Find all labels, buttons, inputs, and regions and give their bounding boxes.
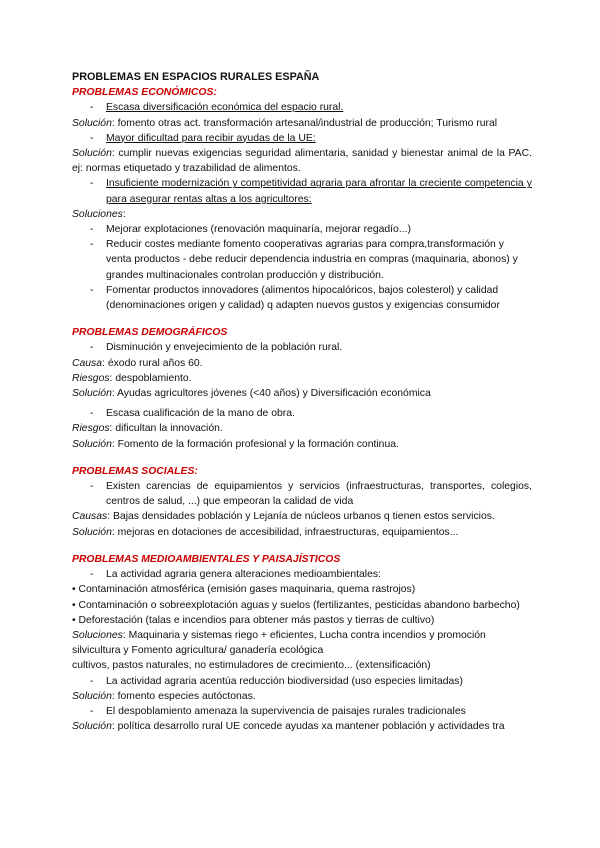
heading-medioambientales: PROBLEMAS MEDIOAMBIENTALES Y PAISAJÍSTICOS xyxy=(72,553,341,565)
list-item: - Mejorar explotaciones (renovación maquinaría, mejorar regadío...) xyxy=(72,222,532,237)
solution-line: Solución: fomento otras act. transformación artesanal/industrial de producción; Turismo rural xyxy=(72,117,498,129)
solution-line: Soluciones: Maquinaria y sistemas riego + eficientes, Lucha contra incendios y promoción silvicultura y Fomento agricultura/ ganadería ecológica xyxy=(72,629,486,657)
problem-item: - El despoblamiento amenaza la supervivencia de paisajes rurales tradicionales xyxy=(72,704,532,719)
document-page xyxy=(72,70,532,734)
solution-continuation: cultivos, pastos naturales, no estimuladores de crecimiento... (extensificación) xyxy=(72,660,431,672)
risk-line: Riesgos: despoblamiento. xyxy=(72,372,192,384)
risk-line: Riesgos: dificultan la innovación. xyxy=(72,423,223,435)
problem-item: - Disminución y envejecimiento de la población rural. xyxy=(72,340,532,355)
problem-item: - La actividad agraria acentúa reducción biodiversidad (uso especies limitadas) xyxy=(72,674,532,689)
bullet-item: • Contaminación atmosférica (emisión gases maquinaria, quema rastrojos) xyxy=(72,584,416,596)
problem-item: - Escasa cualificación de la mano de obra. xyxy=(72,406,532,421)
solution-line: Solución: Ayudas agricultores jóvenes (<40 años) y Diversificación económica xyxy=(72,388,431,400)
problem-item: - Insuficiente modernización y competitividad agraria para afrontar la creciente competencia y para asegurar rentas altas a los agricultores: xyxy=(72,176,532,206)
solution-line: Solución: mejoras en dotaciones de accesibilidad, infraestructuras, equipamientos... xyxy=(72,526,459,538)
solution-line: Soluciones: xyxy=(72,208,126,220)
solution-line: Solución: Fomento de la formación profesional y la formación continua. xyxy=(72,438,399,450)
list-item: - Reducir costes mediante fomento cooperativas agrarias para compra,transformación y venta productos - debe reducir dependencia industria en compras (maquinaria, abonos) y grandes multinacionales controlan producción y distribución. xyxy=(72,237,532,283)
solution-line: Solución: política desarrollo rural UE concede ayudas xa mantener población y actividades tra xyxy=(72,721,505,733)
problem-item: - Escasa diversificación económica del espacio rural. xyxy=(72,100,532,115)
heading-demograficos: PROBLEMAS DEMOGRÁFICOS xyxy=(72,327,228,339)
list-item: - Fomentar productos innovadores (alimentos hipocalóricos, bajos colesterol) y calidad (denominaciones origen y calidad) q adapten nuevos gustos y exigencias consumidor xyxy=(72,283,532,313)
cause-line: Causa: éxodo rural años 60. xyxy=(72,357,203,369)
document-title: PROBLEMAS EN ESPACIOS RURALES ESPAÑA xyxy=(72,71,320,83)
problem-item: - Existen carencias de equipamientos y servicios (infraestructuras, transportes, colegios, centros de salud, ...) que empeoran la calidad de vida xyxy=(72,479,532,509)
problem-item: - Mayor dificultad para recibir ayudas de la UE: xyxy=(72,131,532,146)
solution-line: Solución: cumplir nuevas exigencias seguridad alimentaria, sanidad y bienestar animal de la PAC. ej: normas etiquetado y trazabilidad de alimentos. xyxy=(72,148,532,175)
problem-item: - La actividad agraria genera alteraciones medioambientales: xyxy=(72,567,532,582)
bullet-item: • Deforestación (talas e incendios para obtener más pastos y tierras de cultivo) xyxy=(72,614,435,626)
cause-line: Causas: Bajas densidades población y Lejanía de núcleos urbanos q tienen estos servicios. xyxy=(72,511,495,523)
bullet-item: • Contaminación o sobreexplotación aguas y suelos (fertilizantes, pesticidas abandono barbecho) xyxy=(72,599,520,611)
solution-line: Solución: fomento especies autóctonas. xyxy=(72,690,256,702)
heading-sociales: PROBLEMAS SOCIALES: xyxy=(72,465,198,477)
heading-economicos: PROBLEMAS ECONÓMICOS: xyxy=(72,87,217,99)
